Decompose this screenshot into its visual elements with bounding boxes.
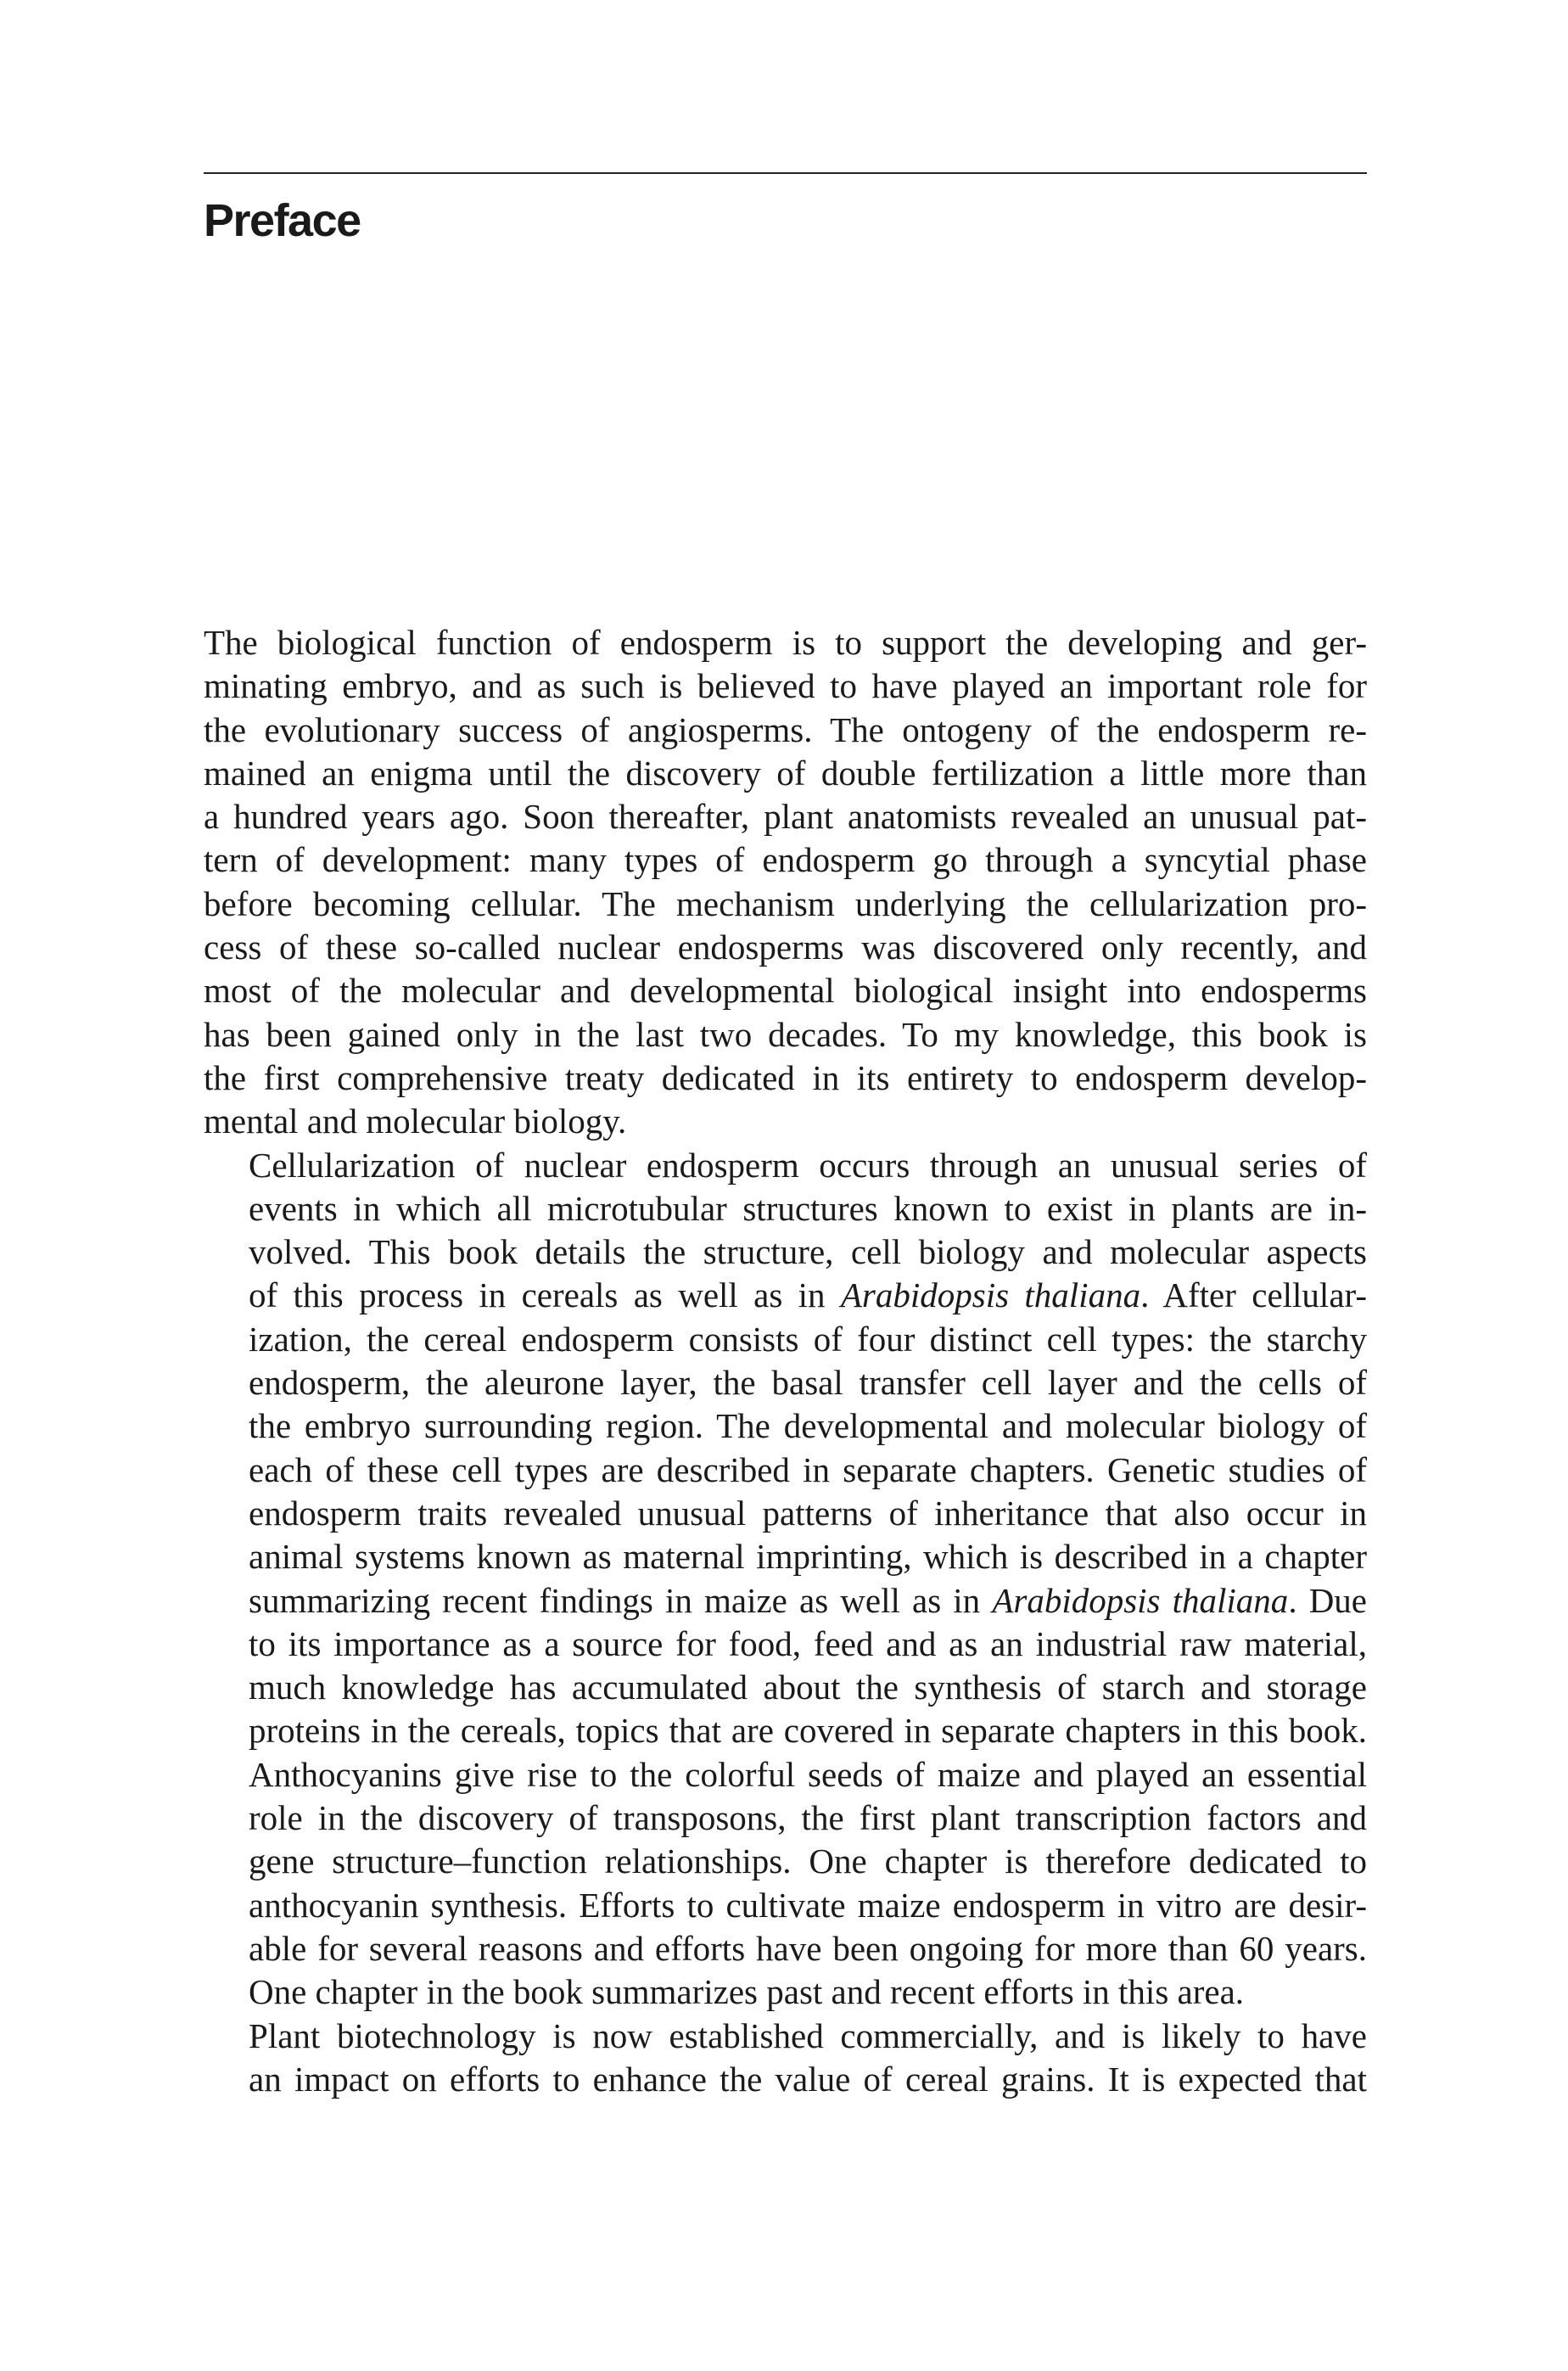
paragraph [204,2015,1367,2102]
text-line: most of the molecular and developmental biological insight into endosperms [204,971,1367,1011]
text-line: proteins in the cereals, topics that are covered in separate chapters in this book. [249,1711,1367,1751]
text-line: able for several reasons and efforts have been ongoing for more than 60 years. [249,1928,1367,1968]
text-line: role in the discovery of transposons, the first plant transcription factors and [249,1798,1367,1838]
text-line: endosperm, the aleurone layer, the basal transfer cell layer and the cells of [249,1363,1367,1403]
text-line: Cellularization of nuclear endosperm occurs through an unusual series of [249,1145,1367,1185]
text-line: events in which all microtubular structures known to exist in plants are in- [249,1188,1367,1228]
text-line: the first comprehensive treaty dedicated in its entirety to endosperm develop- [204,1057,1367,1097]
text-line: Anthocyanins give rise to the colorful seeds of maize and played an essential [249,1754,1367,1794]
paragraph [204,621,1367,1144]
text-line: anthocyanin synthesis. Efforts to cultivate maize endosperm in vitro are desir- [249,1885,1367,1925]
text-line: One chapter in the book summarizes past and recent efforts in this area. [249,1972,1245,2012]
text-line: summarizing recent findings in maize as well as in Arabidopsis thaliana. Due [249,1580,1367,1620]
page-title: Preface [204,195,361,246]
text-line: an impact on efforts to enhance the value of cereal grains. It is expected that [249,2059,1367,2099]
text-line: a hundred years ago. Soon thereafter, plant anatomists revealed an unusual pat- [204,797,1367,837]
paragraph [204,1144,1367,2015]
text-line: ization, the cereal endosperm consists of four distinct cell types: the starchy [249,1319,1367,1359]
text-line: gene structure–function relationships. One chapter is therefore dedicated to [249,1841,1367,1881]
text-line: mental and molecular biology. [204,1101,627,1141]
text-line: much knowledge has accumulated about the synthesis of starch and storage [249,1668,1367,1707]
text-line: endosperm traits revealed unusual patterns of inheritance that also occur in [249,1493,1367,1533]
text-line: volved. This book details the structure, cell biology and molecular aspects [249,1232,1367,1272]
text-line: The biological function of endosperm is to support the developing and ger- [204,623,1367,662]
text-line: before becoming cellular. The mechanism underlying the cellularization pro- [204,883,1367,923]
text-line: has been gained only in the last two decades. To my knowledge, this book is [204,1014,1367,1054]
text-line: Plant biotechnology is now established commercially, and is likely to have [249,2015,1367,2055]
header-rule [204,172,1367,174]
text-line: each of these cell types are described in separate chapters. Genetic studies of [249,1449,1367,1489]
text-line: tern of development: many types of endosperm go through a syncytial phase [204,840,1367,880]
text-line: the embryo surrounding region. The developmental and molecular biology of [249,1406,1367,1446]
preface-body [204,621,1367,2101]
text-line: minating embryo, and as such is believed to have played an important role for [204,666,1367,706]
text-line: the evolutionary success of angiosperms. The ontogeny of the endosperm re- [204,709,1367,749]
text-line: cess of these so-called nuclear endosperms was discovered only recently, and [204,928,1367,967]
text-line: to its importance as a source for food, feed and as an industrial raw material, [249,1623,1367,1663]
text-line: mained an enigma until the discovery of double fertilization a little more than [204,753,1367,793]
text-line: animal systems known as maternal imprinting, which is described in a chapter [249,1537,1367,1577]
text-line: of this process in cereals as well as in Arabidopsis thaliana. After cellular- [249,1275,1367,1315]
